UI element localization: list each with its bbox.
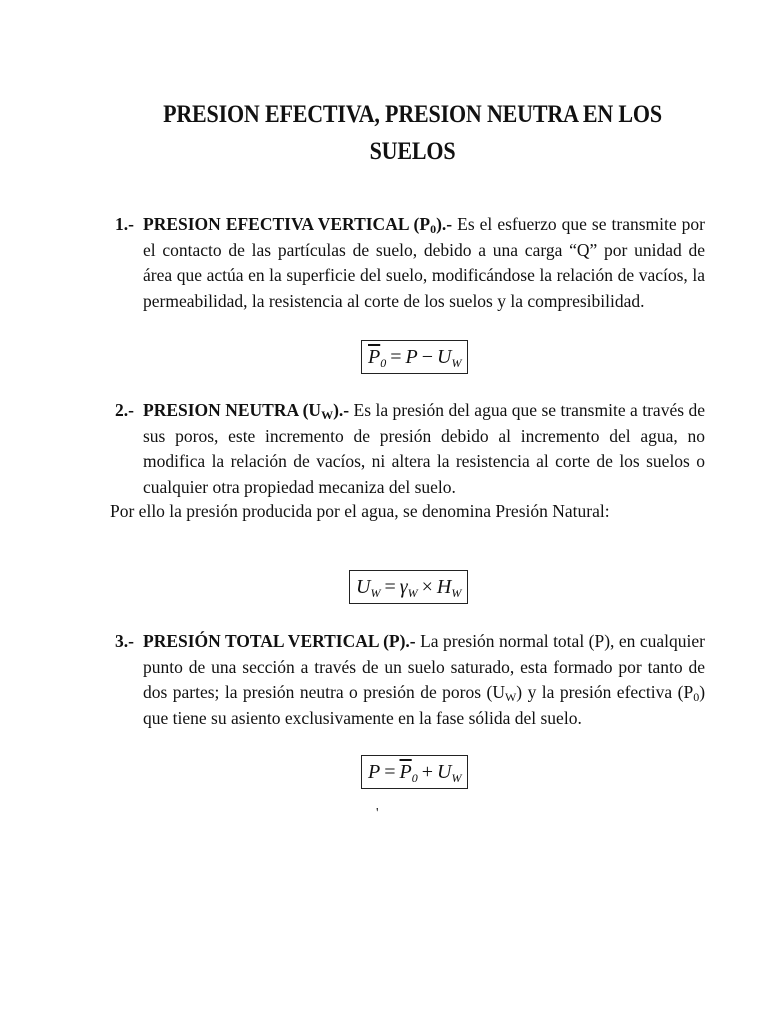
stray-mark: ' [376, 806, 379, 821]
section-neutral-pressure [115, 398, 705, 500]
formula-neutral-pressure: $U_W = \gamma_W \times H_W$ [349, 570, 468, 604]
section-number: 2.- [115, 400, 134, 420]
section-number: 1.- [115, 214, 134, 234]
formula-effective-pressure: $\overline{P}_0 = P - U_W$ [361, 340, 468, 374]
formula-total-pressure: $P = \overline{P}_0 + U_W$ [361, 755, 468, 789]
section-text [143, 398, 705, 500]
section-heading: PRESION EFECTIVA VERTICAL $(P_0).-$ [143, 214, 453, 236]
section-total-pressure [115, 629, 705, 731]
document-title [138, 96, 688, 170]
section-heading: PRESIÓN TOTAL VERTICAL (P).- [143, 631, 416, 651]
section-body: Es el esfuerzo que se transmite por el contacto de las partículas de suelo, debido a una carga “Q” por unidad de área que actúa en la superficie del suelo, modificándose la relación de vacíos, la permeabilidad, la resistencia al corte de los suelos y la compresibilidad. [143, 214, 705, 311]
section-heading: PRESION NEUTRA $(U_W).-$ [143, 400, 350, 422]
section-effective-pressure [115, 212, 705, 314]
section-text: PRESIÓN TOTAL VERTICAL (P).- La presión normal total (P), en cualquier punto de una sección a través de un suelo saturado, esta formado por tanto de dos partes; la presión neutra o presión de poros $(U_W)$ y la presión efectiva $(P_0)$ que tiene su asiento exclusivamente en la fase sólida del suelo. [143, 631, 706, 728]
title-line-2: SUELOS [369, 138, 456, 165]
title-line-1: PRESION EFECTIVA, PRESION NEUTRA EN LOS [163, 101, 662, 128]
section-text [143, 212, 705, 314]
section-body: Es la presión del agua que se transmite a través de sus poros, este incremento de presión debido al incremento del agua, no modifica la relación de vacíos, ni altera la resistencia al corte de los suelos o cualquier otra propiedad mecaniza del suelo. [143, 400, 705, 497]
natural-pressure-line: Por ello la presión producida por el agua, se denomina Presión Natural: [110, 501, 610, 521]
section-number: 3.- [115, 631, 134, 651]
